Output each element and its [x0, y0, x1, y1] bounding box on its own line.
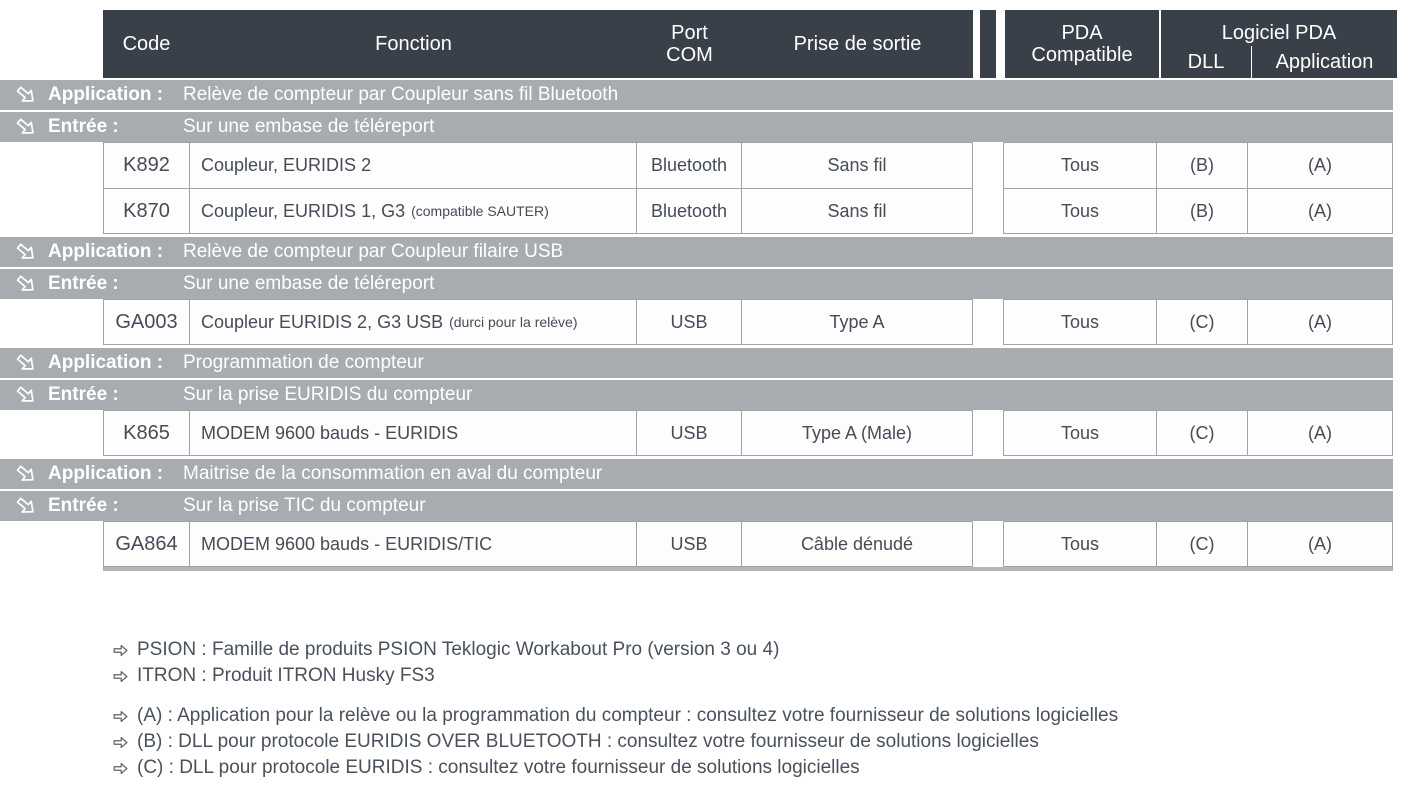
section-application-bar — [0, 348, 1393, 378]
note-arrow-icon — [112, 668, 129, 685]
col-header-pda-compatible — [1005, 10, 1159, 78]
entree-text: Sur une embase de téléreport — [183, 116, 435, 137]
footnote-line — [112, 703, 1412, 729]
footnote-group-legend — [112, 703, 1412, 781]
cell-prise-de-sortie: Sans fil — [742, 142, 973, 188]
footnote-line — [112, 637, 1412, 663]
application-text: Programmation de compteur — [183, 352, 424, 373]
row-spacer — [973, 521, 1003, 567]
footnote-text: (B) : DLL pour protocole EURIDIS OVER BLUETOOTH : consultez votre fournisseur de solutions logicielles — [137, 731, 1039, 752]
fonction-text: MODEM 9600 bauds - EURIDIS — [201, 422, 459, 443]
entree-label: Entrée : — [48, 273, 119, 294]
section-application-bar — [0, 459, 1393, 489]
note-arrow-icon — [112, 760, 129, 777]
fonction-text: Coupleur, EURIDIS 1, G3 — [201, 200, 406, 221]
cell-fonction — [190, 188, 637, 234]
cell-code: GA003 — [103, 299, 190, 345]
fonction-text: MODEM 9600 bauds - EURIDIS/TIC — [201, 533, 493, 554]
cell-dll: (C) — [1157, 410, 1248, 456]
cell-port-com: USB — [637, 521, 742, 567]
row-spacer — [973, 142, 1003, 188]
table-header — [103, 10, 1412, 78]
entree-label: Entrée : — [48, 384, 119, 405]
section-arrow-icon — [14, 115, 38, 139]
section-entree-bar — [0, 269, 1393, 299]
table-row — [103, 521, 1412, 567]
col-header-code-label: Code — [122, 33, 171, 55]
section-arrow-icon — [14, 83, 38, 107]
entree-label: Entrée : — [48, 116, 119, 137]
footnote-group-devices — [112, 637, 1412, 689]
cell-application: (A) — [1248, 410, 1393, 456]
section-entree-bar — [0, 112, 1393, 142]
cell-code: GA864 — [103, 521, 190, 567]
footnotes — [112, 637, 1412, 781]
application-label: Application : — [48, 352, 164, 373]
cell-port-com: Bluetooth — [637, 188, 742, 234]
row-spacer — [973, 410, 1003, 456]
fonction-text: Coupleur, EURIDIS 2 — [201, 155, 372, 175]
cell-prise-de-sortie: Sans fil — [742, 188, 973, 234]
note-arrow-icon — [112, 734, 129, 751]
footnote-text: (C) : DLL pour protocole EURIDIS : consultez votre fournisseur de solutions logicielles — [137, 757, 860, 778]
cell-code: K870 — [103, 188, 190, 234]
cell-pda-compatible: Tous — [1003, 188, 1157, 234]
col-header-prise-label: Prise de sortie — [793, 33, 922, 55]
col-header-code — [103, 10, 190, 78]
col-header-dll: DLL — [1161, 46, 1252, 78]
cell-port-com: USB — [637, 299, 742, 345]
footnote-text: (A) : Application pour la relève ou la programmation du compteur : consultez votre fournisseur de solutions logicielles — [137, 705, 1119, 726]
fonction-note: (durci pour la relève) — [449, 314, 578, 330]
cell-dll: (B) — [1157, 142, 1248, 188]
footnote-line — [112, 729, 1412, 755]
note-arrow-icon — [112, 708, 129, 725]
section-application-bar — [0, 237, 1393, 267]
cell-prise-de-sortie: Câble dénudé — [742, 521, 973, 567]
header-spacer-column — [973, 10, 1003, 78]
row-spacer — [973, 188, 1003, 234]
cell-pda-compatible: Tous — [1003, 299, 1157, 345]
col-header-logiciel-pda: Logiciel PDA — [1221, 22, 1337, 44]
cell-code: K892 — [103, 142, 190, 188]
cell-code: K865 — [103, 410, 190, 456]
section-arrow-icon — [14, 240, 38, 264]
cell-fonction — [190, 521, 637, 567]
col-header-application: Application — [1275, 50, 1374, 73]
cell-prise-de-sortie: Type A (Male) — [742, 410, 973, 456]
entree-text: Sur la prise EURIDIS du compteur — [183, 384, 473, 405]
footnote-line — [112, 755, 1412, 781]
section-arrow-icon — [14, 462, 38, 486]
cell-application: (A) — [1248, 188, 1393, 234]
table-row — [103, 299, 1412, 345]
cell-application: (A) — [1248, 521, 1393, 567]
table-bottom-border — [103, 567, 1393, 571]
section-arrow-icon — [14, 272, 38, 296]
cell-dll: (B) — [1157, 188, 1248, 234]
application-label: Application : — [48, 241, 164, 262]
entree-text: Sur une embase de téléreport — [183, 273, 435, 294]
entree-label: Entrée : — [48, 495, 119, 516]
cell-port-com: USB — [637, 410, 742, 456]
row-spacer — [973, 299, 1003, 345]
col-header-prise-de-sortie — [742, 10, 973, 78]
cell-dll: (C) — [1157, 299, 1248, 345]
table-header-left-block — [103, 10, 973, 78]
fonction-text: Coupleur EURIDIS 2, G3 USB — [201, 311, 444, 332]
note-arrow-icon — [112, 642, 129, 659]
cell-fonction — [190, 142, 637, 188]
section-entree-bar — [0, 380, 1393, 410]
col-header-fonction-label: Fonction — [375, 33, 452, 55]
table-row — [103, 410, 1412, 456]
footnote-text: PSION : Famille de produits PSION Teklogic Workabout Pro (version 3 ou 4) — [137, 639, 780, 660]
table-row — [103, 142, 1412, 188]
col-header-pda-label: PDA Compatible — [1031, 22, 1133, 66]
table-row — [103, 188, 1412, 234]
section-entree-bar — [0, 491, 1393, 521]
section-arrow-icon — [14, 351, 38, 375]
application-text: Relève de compteur par Coupleur sans fil Bluetooth — [183, 84, 619, 105]
col-header-fonction — [190, 10, 637, 78]
cell-dll: (C) — [1157, 521, 1248, 567]
header-spacer-fill — [980, 10, 996, 78]
logiciel-subcolumns — [1161, 46, 1397, 78]
fonction-note: (compatible SAUTER) — [411, 203, 549, 219]
cell-fonction — [190, 410, 637, 456]
col-header-logiciel-pda-group — [1161, 10, 1397, 78]
cell-pda-compatible: Tous — [1003, 142, 1157, 188]
entree-text: Sur la prise TIC du compteur — [183, 495, 426, 516]
cell-prise-de-sortie: Type A — [742, 299, 973, 345]
cell-fonction — [190, 299, 637, 345]
application-text: Relève de compteur par Coupleur filaire USB — [183, 241, 564, 262]
section-arrow-icon — [14, 494, 38, 518]
footnote-line — [112, 663, 1412, 689]
cell-application: (A) — [1248, 299, 1393, 345]
application-label: Application : — [48, 84, 164, 105]
cell-application: (A) — [1248, 142, 1393, 188]
section-arrow-icon — [14, 383, 38, 407]
cell-pda-compatible: Tous — [1003, 521, 1157, 567]
footnote-text: ITRON : Produit ITRON Husky FS3 — [137, 665, 435, 686]
col-header-port-com-label: Port COM — [666, 22, 713, 66]
cell-pda-compatible: Tous — [1003, 410, 1157, 456]
cell-port-com: Bluetooth — [637, 142, 742, 188]
section-application-bar — [0, 80, 1393, 110]
application-label: Application : — [48, 463, 164, 484]
application-text: Maitrise de la consommation en aval du compteur — [183, 463, 603, 484]
col-header-port-com — [637, 10, 742, 78]
